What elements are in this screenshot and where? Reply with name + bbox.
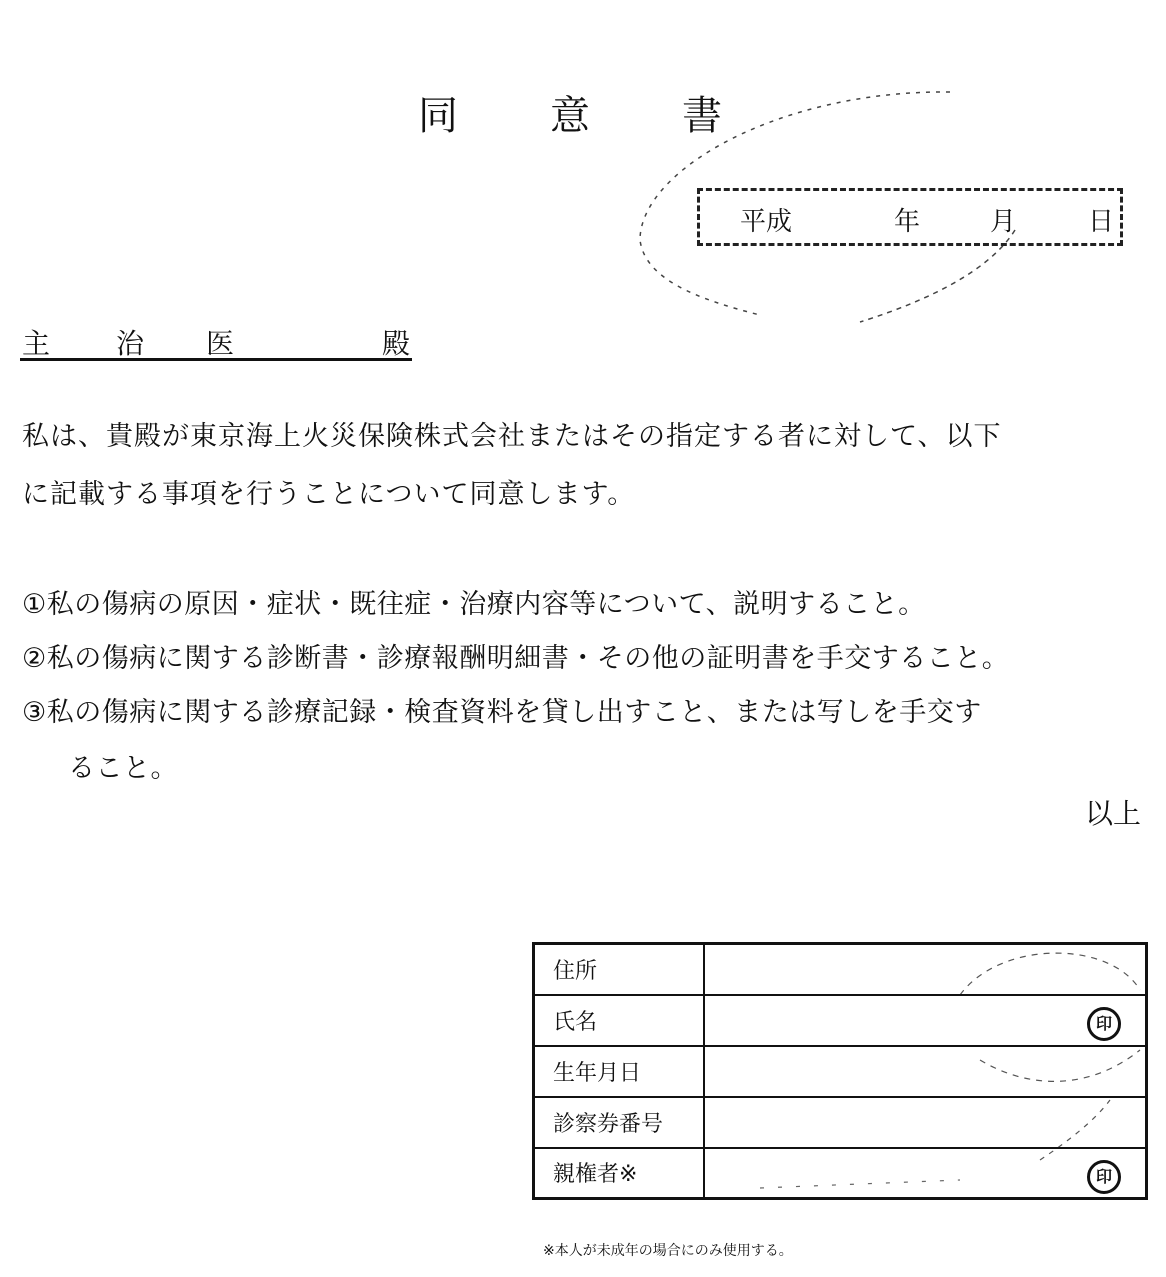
table-row <box>534 1148 1147 1199</box>
date-box <box>697 188 1123 246</box>
guardian-field[interactable] <box>704 1148 1147 1199</box>
title-char: 書 <box>682 93 722 139</box>
table-row <box>534 944 1147 995</box>
patient-card-number-field[interactable] <box>704 1097 1147 1148</box>
closing-text: 以上 <box>1085 797 1142 830</box>
consent-item-continuation: ること。 <box>68 753 178 784</box>
title-char: 意 <box>550 93 590 139</box>
name-field[interactable] <box>704 995 1147 1046</box>
signature-table <box>532 942 1148 1200</box>
date-era: 平成 <box>740 207 793 237</box>
table-row <box>534 1097 1147 1148</box>
date-day-label: 日 <box>1088 207 1115 237</box>
seal-mark: 印 <box>1087 1007 1121 1041</box>
row-label: 生年月日 <box>534 1046 704 1097</box>
consent-body-line: 私は、貴殿が東京海上火災保険株式会社またはその指定する者に対して、以下 <box>22 421 1002 452</box>
consent-item: ①私の傷病の原因・症状・既往症・治療内容等について、説明すること。 <box>22 589 926 620</box>
table-row <box>534 1046 1147 1097</box>
addressee-char: 治 <box>116 327 145 360</box>
table-row <box>534 995 1147 1046</box>
seal-mark: 印 <box>1087 1160 1121 1194</box>
address-field[interactable] <box>704 944 1147 995</box>
consent-item: ②私の傷病に関する診断書・診療報酬明細書・その他の証明書を手交すること。 <box>22 643 1010 674</box>
consent-item: ③私の傷病に関する診療記録・検査資料を貸し出すこと、または写しを手交す <box>22 697 982 728</box>
addressee-char: 殿 <box>382 327 411 360</box>
addressee-char: 医 <box>206 327 235 360</box>
footnote: ※本人が未成年の場合にのみ使用する。 <box>543 1243 793 1259</box>
document-title <box>418 84 814 141</box>
date-month-label: 月 <box>990 207 1017 237</box>
date-year-label: 年 <box>894 207 921 237</box>
row-label: 住所 <box>534 944 704 995</box>
birthdate-field[interactable] <box>704 1046 1147 1097</box>
row-label: 親権者※ <box>534 1148 704 1199</box>
row-label: 診察券番号 <box>534 1097 704 1148</box>
addressee-char: 主 <box>22 327 51 360</box>
row-label: 氏名 <box>534 995 704 1046</box>
consent-body-line: に記載する事項を行うことについて同意します。 <box>22 479 636 510</box>
title-char: 同 <box>418 93 458 139</box>
addressee-line <box>20 318 412 361</box>
